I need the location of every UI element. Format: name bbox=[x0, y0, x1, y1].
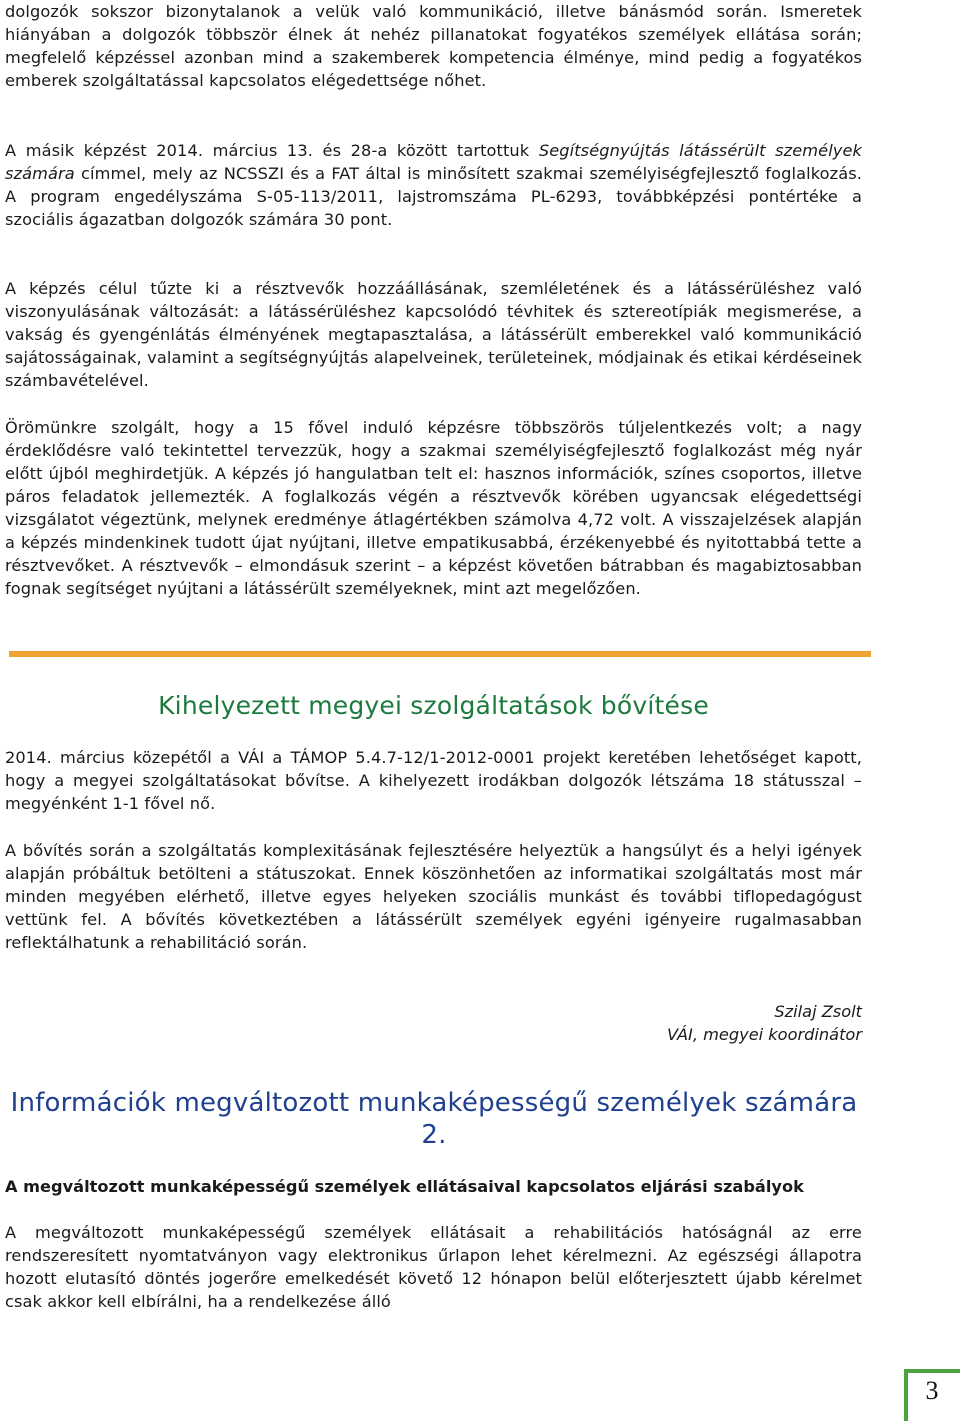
section-heading-info: Információk megváltozott munkaképességű személyek számára 2. bbox=[10, 1088, 858, 1150]
section-divider bbox=[9, 651, 871, 657]
training-title: Segítségnyújtás látássérült személyek számára bbox=[5, 141, 862, 183]
signature-name: Szilaj Zsolt bbox=[774, 1002, 862, 1021]
subheading-procedure-rules: A megváltozott munkaképességű személyek ellátásaival kapcsolatos eljárási szabályok bbox=[5, 1177, 804, 1196]
paragraph-procedure: A megváltozott munkaképességű személyek ellátásait a rehabilitációs hatóságnál az erre rendszeresített nyomtatványon vagy elektronikus űrlapon lehet kérelmezni. Az egészségi állapotra hozott elutasító döntés jogerőre emelkedését követő 12 hónapon belül előterjesztett újabb kérelmet csak akkor kell elbírálni, ha a rendelkezése álló bbox=[5, 1223, 862, 1311]
second-training-text-b: címmel, mely az NCSSZI és a FAT által is minősített szakmai személyiségfejlesztő foglalkozás. A program engedélyszáma S-05-113/2011, lajstromszáma PL-6293, továbbképzési pontértéke a szociális ágazatban dolgozók számára 30 pont. bbox=[5, 164, 862, 229]
paragraph-intro: dolgozók sokszor bizonytalanok a velük való kommunikáció, illetve bánásmód során. Ismeretek hiányában a dolgozók többször élnek át nehéz pillanatokat fogyatékos személyek ellátása során; megfelelő képzéssel azonban mind a szakemberek kompetencia élménye, mind pedig a fogyatékos emberek szolgáltatással kapcsolatos elégedettsége nőhet. bbox=[5, 2, 862, 90]
paragraph-goal: A képzés célul tűzte ki a résztvevők hozzáállásának, szemléletének és a látássérüléshez való viszonyulásának változását: a látássérüléshez kapcsolódó tévhitek és sztereotípiák megismerése, a vakság és gyengénlátás élményének megtapasztalása, a látássérült emberekkel való kommunikáció sajátosságainak, valamint a segítségnyújtás alapelveinek, területeinek, módjainak és etikai kérdéseinek számbavételével. bbox=[5, 279, 862, 390]
paragraph-result: Örömünkre szolgált, hogy a 15 fővel induló képzésre többszörös túljelentkezés volt; a nagy érdeklődésre való tekintettel tervezzük, hogy a szakmai személyiségfejlesztő foglalkozást még nyár előtt újból meghirdetjük. A képzés jó hangulatban telt el: hasznos információk, színes csoportos, illetve páros feladatok jellemezték. A foglalkozás végén a résztvevők körében ugyancsak elégedettségi vizsgálatot végeztünk, melynek eredménye átlagértékben számolva 4,72 volt. A visszajelzések alapján a képzés mindenkinek tudott újat nyújtani, illetve empatikusabbá, érzékenyebbé és nyitottabbá tette a résztvevőket. A résztvevők – elmondásuk szerint – a képzést követően bátrabban és magabiztosabban fognak segítséget nyújtani a látássérült személyeknek, mint azt megelőzően. bbox=[5, 418, 862, 598]
second-training-text-a: A másik képzést 2014. március 13. és 28-a között tartottuk bbox=[5, 141, 539, 160]
section-heading-expansion: Kihelyezett megyei szolgáltatások bővítése bbox=[158, 691, 709, 720]
paragraph-expansion-1: 2014. március közepétől a VÁI a TÁMOP 5.4.7-12/1-2012-0001 projekt keretében lehetőséget kapott, hogy a megyei szolgáltatásokat bővítse. A kihelyezett irodákban dolgozók létszáma 18 státusszal – megyénként 1-1 fővel nő. bbox=[5, 748, 862, 813]
page-number: 3 bbox=[925, 1376, 939, 1405]
paragraph-second-training bbox=[5, 139, 862, 231]
signature-role: VÁI, megyei koordinátor bbox=[667, 1025, 862, 1044]
paragraph-expansion-2: A bővítés során a szolgáltatás komplexitásának fejlesztésére helyeztük a hangsúlyt és a helyi igények alapján próbáltuk betölteni a státuszokat. Ennek köszönhetően az informatikai szolgáltatás most már minden megyében elérhető, illetve egyes helyeken szociális munkást és további tiflopedagógust vettünk fel. A bővítés következtében a látássérült személyek egyéni igényeire rugalmasabban reflektálhatunk a rehabilitáció során. bbox=[5, 841, 862, 952]
